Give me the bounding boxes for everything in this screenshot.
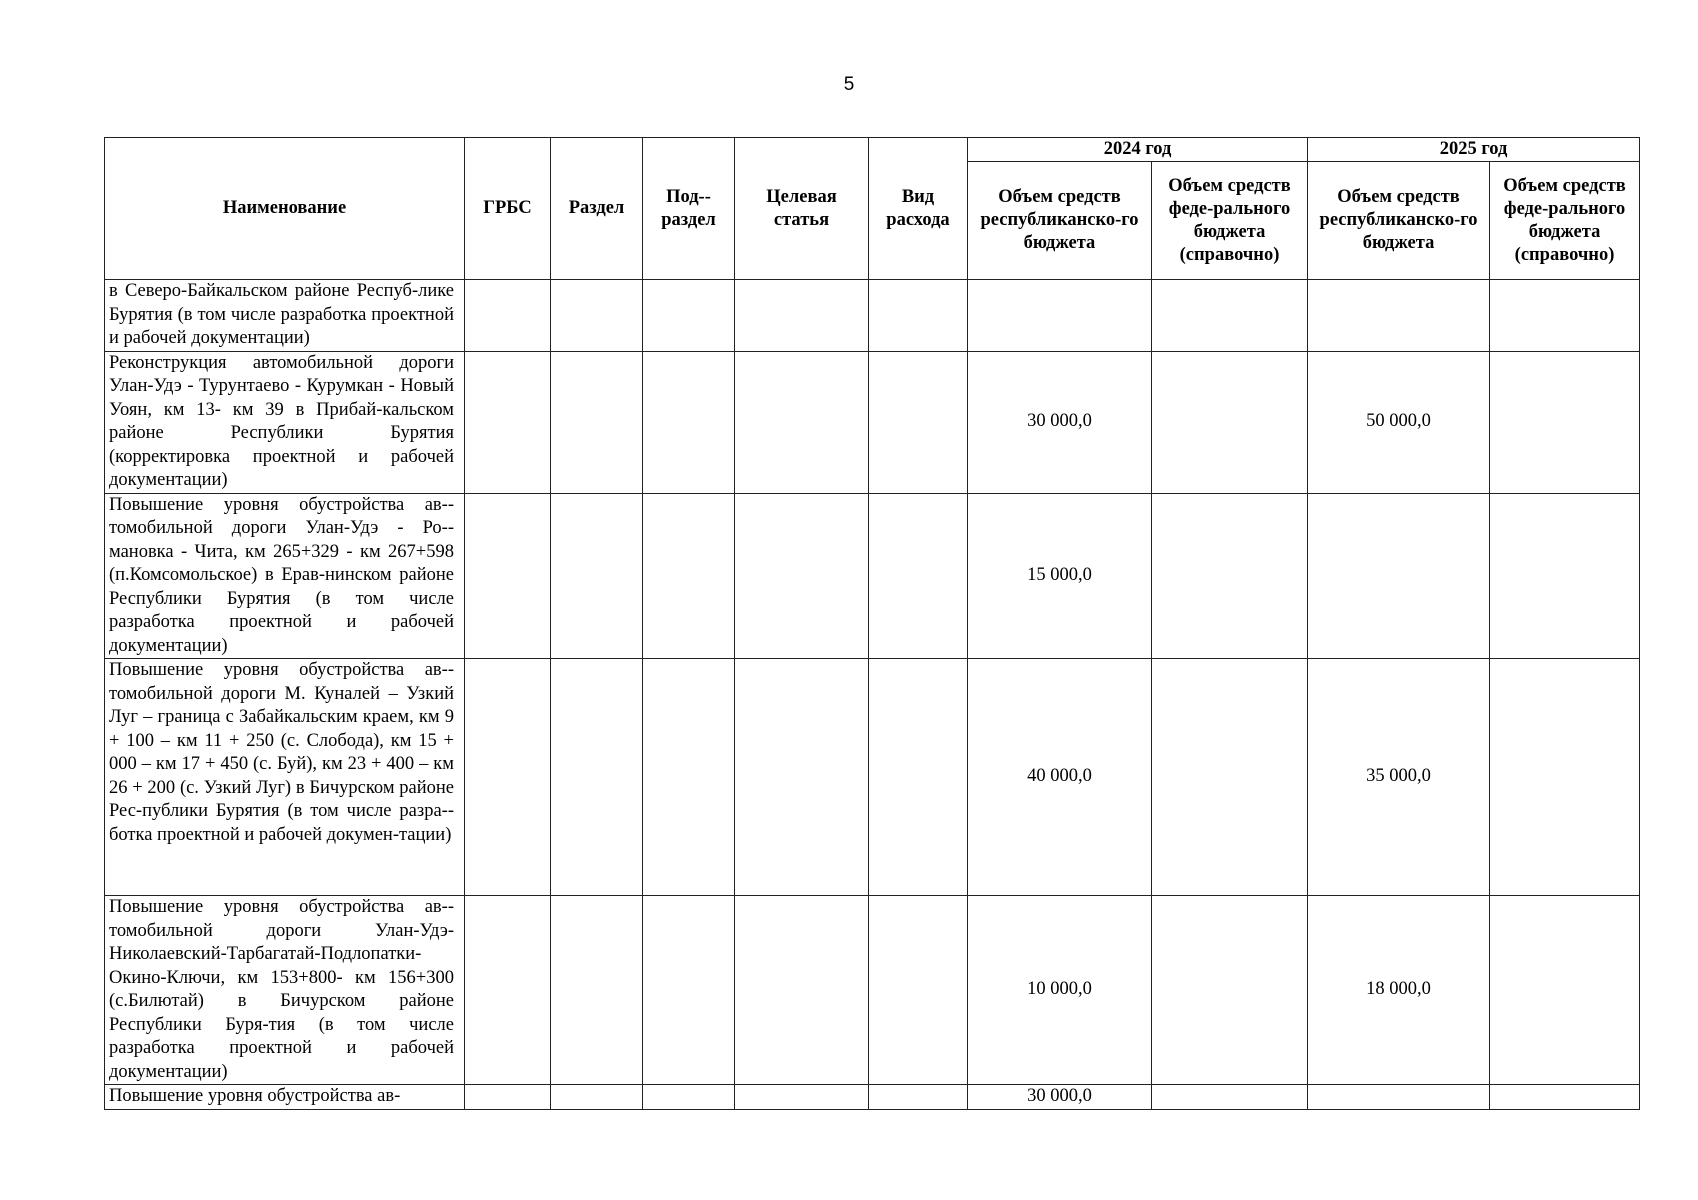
cell-target-article xyxy=(735,493,869,659)
cell-target-article xyxy=(735,280,869,352)
cell-expense-type xyxy=(869,1085,968,1110)
cell-section xyxy=(551,1085,643,1110)
cell-section xyxy=(551,896,643,1085)
cell-fed-2024 xyxy=(1152,351,1308,493)
cell-fed-2025 xyxy=(1490,659,1640,896)
header-expense-type: Вид расхода xyxy=(869,138,968,280)
cell-subsection xyxy=(643,351,735,493)
cell-rep-2024: 15 000,0 xyxy=(968,493,1152,659)
cell-rep-2025: 18 000,0 xyxy=(1308,896,1490,1085)
cell-expense-type xyxy=(869,493,968,659)
cell-fed-2024 xyxy=(1152,280,1308,352)
cell-rep-2025: 50 000,0 xyxy=(1308,351,1490,493)
cell-fed-2025 xyxy=(1490,493,1640,659)
cell-expense-type xyxy=(869,896,968,1085)
budget-table xyxy=(104,137,1640,1110)
table-row xyxy=(105,659,1640,896)
cell-section xyxy=(551,351,643,493)
page-number: 5 xyxy=(843,74,855,95)
header-year-2024: 2024 год xyxy=(968,138,1308,162)
cell-grbs xyxy=(465,659,551,896)
header-grbs: ГРБС xyxy=(465,138,551,280)
cell-expense-type xyxy=(869,659,968,896)
cell-rep-2025 xyxy=(1308,1085,1490,1110)
cell-expense-type xyxy=(869,351,968,493)
row-name: Повышение уровня обустройства ав-томобильной дороги М. Куналей – Узкий Луг – граница с Забайкальским краем, км 9 + 100 – км 11 + 250 (с. Слобода), км 15 + 000 – км 17 + 450 (с. Буй), км 23 + 400 – км 26 + 200 (с. Узкий Луг) в Бичурском районе Рес-публики Бурятия (в том числе разра-ботка проектной и рабочей докумен-тации) xyxy=(105,659,465,896)
table-row xyxy=(105,896,1640,1085)
cell-target-article xyxy=(735,896,869,1085)
header-name: Наименование xyxy=(105,138,465,280)
cell-rep-2024 xyxy=(968,280,1152,352)
cell-target-article xyxy=(735,351,869,493)
cell-subsection xyxy=(643,493,735,659)
header-fed-budget-2025: Объем средств феде-рального бюджета (справочно) xyxy=(1490,162,1640,280)
cell-rep-2024: 30 000,0 xyxy=(968,1085,1152,1110)
header-rep-budget-2025: Объем средств республиканско-го бюджета xyxy=(1308,162,1490,280)
cell-target-article xyxy=(735,659,869,896)
cell-rep-2024: 30 000,0 xyxy=(968,351,1152,493)
cell-grbs xyxy=(465,493,551,659)
cell-subsection xyxy=(643,280,735,352)
cell-grbs xyxy=(465,351,551,493)
header-rep-budget-2024: Объем средств республиканско-го бюджета xyxy=(968,162,1152,280)
cell-fed-2025 xyxy=(1490,896,1640,1085)
row-name: Повышение уровня обустройства ав- xyxy=(105,1085,465,1110)
cell-fed-2024 xyxy=(1152,896,1308,1085)
cell-subsection xyxy=(643,1085,735,1110)
cell-fed-2024 xyxy=(1152,493,1308,659)
header-section: Раздел xyxy=(551,138,643,280)
cell-section xyxy=(551,659,643,896)
cell-section xyxy=(551,280,643,352)
header-row-years xyxy=(105,138,1640,162)
header-year-2025: 2025 год xyxy=(1308,138,1640,162)
cell-fed-2025 xyxy=(1490,1085,1640,1110)
row-name: в Северо-Байкальском районе Респуб-лике Бурятия (в том числе разработка проектной и рабочей документации) xyxy=(105,280,465,352)
cell-fed-2024 xyxy=(1152,1085,1308,1110)
cell-rep-2025 xyxy=(1308,493,1490,659)
cell-grbs xyxy=(465,280,551,352)
cell-grbs xyxy=(465,1085,551,1110)
cell-rep-2025 xyxy=(1308,280,1490,352)
table-row xyxy=(105,493,1640,659)
cell-rep-2024: 40 000,0 xyxy=(968,659,1152,896)
cell-fed-2024 xyxy=(1152,659,1308,896)
table-row xyxy=(105,280,1640,352)
cell-expense-type xyxy=(869,280,968,352)
header-subsection: Под-раздел xyxy=(643,138,735,280)
cell-grbs xyxy=(465,896,551,1085)
row-name: Повышение уровня обустройства ав-томобильной дороги Улан-Удэ-Николаевский-Тарбагатай-Подлопатки-Окино-Ключи, км 153+800- км 156+300 (с.Билютай) в Бичурском районе Республики Буря-тия (в том числе разработка проектной и рабочей документации) xyxy=(105,896,465,1085)
cell-target-article xyxy=(735,1085,869,1110)
cell-fed-2025 xyxy=(1490,351,1640,493)
cell-section xyxy=(551,493,643,659)
row-name: Повышение уровня обустройства ав-томобильной дороги Улан-Удэ - Ро-мановка - Чита, км 265+329 - км 267+598 (п.Комсомольское) в Ерав-нинском районе Республики Бурятия (в том числе разработка проектной и рабочей документации) xyxy=(105,493,465,659)
header-fed-budget-2024: Объем средств феде-рального бюджета (справочно) xyxy=(1152,162,1308,280)
cell-subsection xyxy=(643,659,735,896)
table-row xyxy=(105,1085,1640,1110)
cell-fed-2025 xyxy=(1490,280,1640,352)
row-name: Реконструкция автомобильной дороги Улан-Удэ - Турунтаево - Курумкан - Новый Уоян, км 13- км 39 в Прибай-кальском районе Республики Бурятия (корректировка проектной и рабочей документации) xyxy=(105,351,465,493)
cell-rep-2025: 35 000,0 xyxy=(1308,659,1490,896)
header-target-article: Целевая статья xyxy=(735,138,869,280)
cell-rep-2024: 10 000,0 xyxy=(968,896,1152,1085)
table-row xyxy=(105,351,1640,493)
cell-subsection xyxy=(643,896,735,1085)
